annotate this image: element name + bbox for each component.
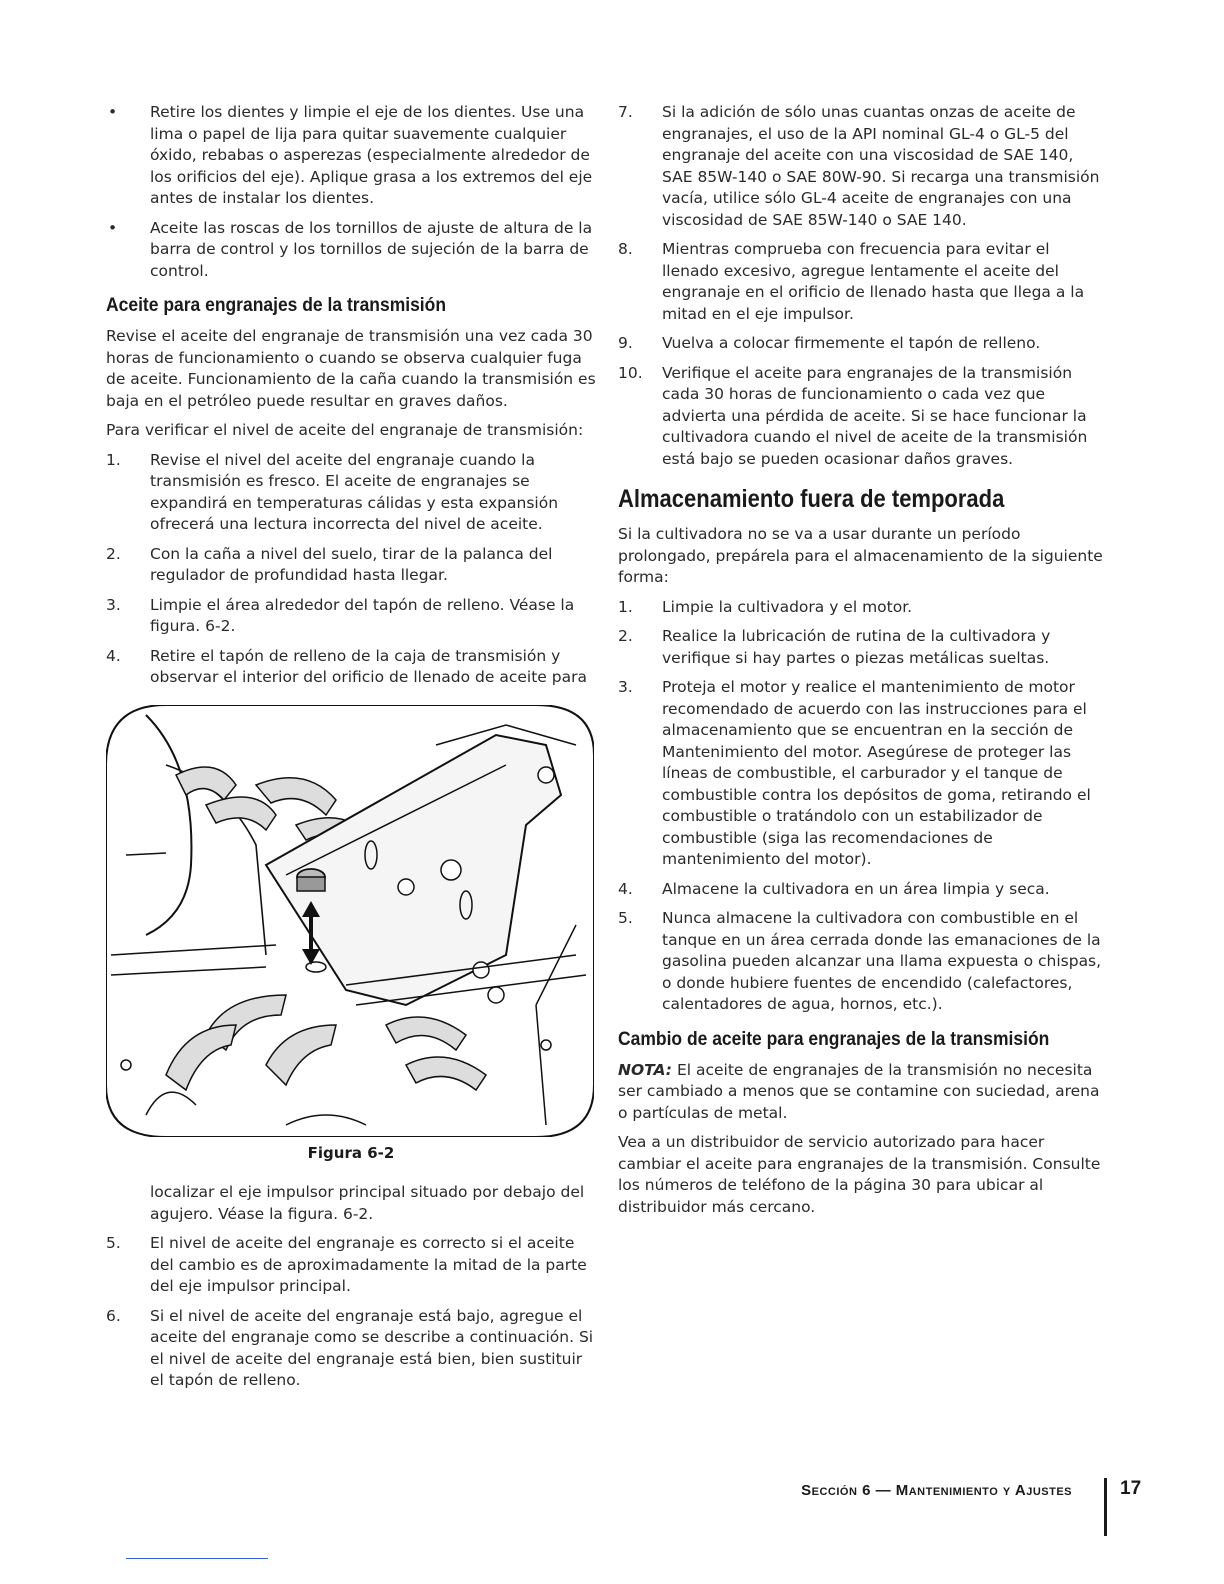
list-item xyxy=(618,333,1108,355)
list-item-text: Aceite las roscas de los tornillos de ajuste de altura de la barra de control y los tornillos de sujeción de la barra de control. xyxy=(150,218,593,280)
paragraph: Vea a un distribuidor de servicio autorizado para hacer cambiar el aceite para engranajes de la transmisión. Consulte los números de teléfono de la página 30 para ubicar al distribuidor más cercano. xyxy=(618,1133,1101,1216)
step-text: Proteja el motor y realice el mantenimiento de motor recomendado de acuerdo con las instrucciones para el almacenamiento que se encuentran en la sección de Mantenimiento del motor. Asegúrese de proteger las líneas de combustible, el carburador y el tanque de combustible contra los depósitos de goma, retirando el combustible o tratándolo con un estabilizador de combustible (siga las recomendaciones de mantenimiento del motor). xyxy=(662,678,1091,868)
step-number: 3. xyxy=(106,595,121,614)
step-text: Vuelva a colocar firmemente el tapón de relleno. xyxy=(662,334,1041,352)
step-text: Realice la lubricación de rutina de la cultivadora y verifique si hay partes o piezas metálicas sueltas. xyxy=(662,627,1051,667)
step-text: Revise el nivel del aceite del engranaje cuando la transmisión es fresco. El aceite de engranajes se expandirá en temperaturas cálidas y esta expansión ofrecerá una lectura incorrecta del nivel de aceite. xyxy=(150,450,559,533)
list-item xyxy=(618,239,1108,325)
step-number: 2. xyxy=(618,627,633,645)
step-text: Con la caña a nivel del suelo, tirar de la palanca del regulador de profundidad hasta llegar. xyxy=(150,544,553,584)
step-text: Limpie la cultivadora y el motor. xyxy=(662,597,913,616)
bullet-marker: • xyxy=(108,103,118,121)
step-number: 9. xyxy=(618,334,633,352)
step-number: 6. xyxy=(106,1306,121,1325)
figure-transmission-illustration xyxy=(106,705,594,1137)
section-heading-oil-change: Cambio de aceite para engranajes de la transmisión xyxy=(618,1028,1050,1050)
list-item xyxy=(618,879,1108,901)
note-label: NOTA: xyxy=(618,1060,673,1079)
bullet-marker: • xyxy=(108,218,118,237)
footer-section-title: Sección 6 — Mantenimiento y Ajustes xyxy=(801,1482,1072,1499)
list-item xyxy=(106,646,596,689)
list-item xyxy=(106,595,596,638)
note-paragraph xyxy=(618,1060,1108,1125)
step-text: Almacene la cultivadora en un área limpia y seca. xyxy=(662,879,1050,898)
bottom-divider xyxy=(126,1558,268,1559)
page-footer xyxy=(0,1478,1224,1538)
step-text: Mientras comprueba con frecuencia para evitar el llenado excesivo, agregue lentamente el aceite del engranaje en el orificio de llenado hasta que llega a la mitad en el eje impulsor. xyxy=(662,240,1085,323)
page-number: 17 xyxy=(1120,1478,1142,1499)
step-number: 4. xyxy=(618,879,633,898)
step-text: Limpie el área alrededor del tapón de relleno. Véase la figura. 6-2. xyxy=(150,595,575,635)
paragraph: Revise el aceite del engranaje de transmisión una vez cada 30 horas de funcionamiento o cuando se observa cualquier fuga de aceite. Funcionamiento de la caña cuando la transmisión es baja en el petróleo puede resultar en graves daños. xyxy=(106,327,596,410)
right-column xyxy=(618,102,1108,1226)
list-item xyxy=(618,908,1108,1016)
step-number: 1. xyxy=(618,597,633,616)
step-number: 7. xyxy=(618,103,633,121)
list-item xyxy=(618,677,1108,871)
section-heading-storage: Almacenamiento fuera de temporada xyxy=(618,485,1005,513)
list-item xyxy=(106,218,596,283)
step-number: 5. xyxy=(618,909,633,927)
step-text: El nivel de aceite del engranaje es correcto si el aceite del cambio es de aproximadamente la mitad de la parte del eje impulsor principal. xyxy=(150,1234,587,1295)
step-text: Si el nivel de aceite del engranaje está bajo, agregue el aceite del engranaje como se describe a continuación. Si el nivel de aceite del engranaje está bien, bien sustituir el tapón de relleno. xyxy=(150,1306,594,1389)
list-item xyxy=(618,626,1108,669)
step-number: 8. xyxy=(618,240,633,258)
list-item xyxy=(106,544,596,587)
paragraph: Si la cultivadora no se va a usar durante un período prolongado, prepárela para el almacenamiento de la siguiente forma: xyxy=(618,525,1103,586)
step-continuation: localizar el eje impulsor principal situado por debajo del agujero. Véase la figura. 6-2. xyxy=(150,1183,585,1223)
list-item-text: Retire los dientes y limpie el eje de los dientes. Use una lima o papel de lija para quitar suavemente cualquier óxido, rebabas o asperezas (especialmente alrededor de los orificios del eje). Aplique grasa a los extremos del eje antes de instalar los dientes. xyxy=(150,103,593,207)
step-number: 10. xyxy=(618,363,643,382)
step-number: 5. xyxy=(106,1234,121,1252)
step-number: 3. xyxy=(618,678,633,696)
figure-caption: Figura 6-2 xyxy=(307,1143,395,1162)
step-text: Nunca almacene la cultivadora con combustible en el tanque en un área cerrada donde las emanaciones de la gasolina pueden alcanzar una llama expuesta o chispas, o donde hubiere fuentes de encendido (calefactores, calentadores de agua, hornos, etc.). xyxy=(662,909,1102,1013)
step-text: Verifique el aceite para engranajes de la transmisión cada 30 horas de funcionamiento o cada vez que advierta una pérdida de aceite. Si se hace funcionar la cultivadora cuando el nivel de aceite de la transmisión está bajo se pueden ocasionar daños graves. xyxy=(662,363,1088,468)
list-item xyxy=(106,1233,596,1298)
list-item xyxy=(106,450,596,536)
step-number: 4. xyxy=(106,646,121,665)
list-item xyxy=(106,102,596,210)
step-text: Retire el tapón de relleno de la caja de transmisión y observar el interior del orificio de llenado de aceite para xyxy=(150,646,587,686)
step-number: 1. xyxy=(106,450,121,469)
left-column xyxy=(106,102,596,1400)
note-text: El aceite de engranajes de la transmisión no necesita ser cambiado a menos que se contamine con suciedad, arena o partículas de metal. xyxy=(618,1060,1100,1122)
step-number: 2. xyxy=(106,544,121,563)
list-item xyxy=(618,597,1108,619)
step-text: Si la adición de sólo unas cuantas onzas de aceite de engranajes, el uso de la API nominal GL-4 o GL-5 del engranaje del aceite con una viscosidad de SAE 140, SAE 85W-140 o SAE 80W-90. Si recarga una transmisión vacía, utilice sólo GL-4 aceite de engranajes con una viscosidad de SAE 85W-140 o SAE 140. xyxy=(662,103,1100,229)
list-item xyxy=(106,1306,596,1392)
tiller-transmission-drawing xyxy=(106,705,594,1137)
footer-divider xyxy=(1104,1478,1107,1536)
paragraph: Para verificar el nivel de aceite del engranaje de transmisión: xyxy=(106,421,584,439)
list-item xyxy=(618,363,1108,471)
section-heading-transmission-oil: Aceite para engranajes de la transmisión xyxy=(106,295,447,316)
list-item xyxy=(618,102,1108,231)
